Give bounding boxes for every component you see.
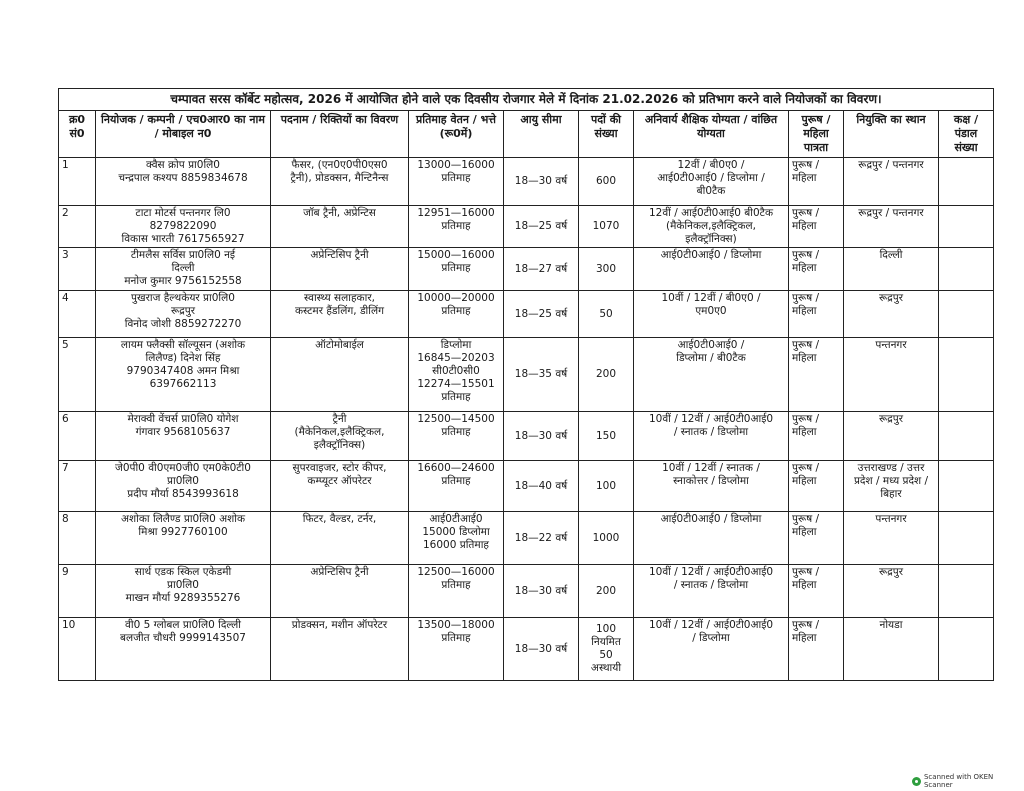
header-post: पदनाम / रिक्तियों का विवरण (271, 111, 409, 158)
cell-posts-count-line: 600 (595, 175, 617, 187)
cell-salary-line: 16845—20203 (417, 352, 495, 364)
cell-qualification-line: 10वीं / 12वीं / बी0ए0 / (661, 292, 761, 304)
cell-qualification (634, 618, 789, 681)
cell-salary (409, 338, 504, 412)
cell-qualification-line: आई0टी0आई0 / डिप्लोमा (660, 249, 762, 261)
cell-salary-line: 16000 प्रतिमाह (423, 539, 489, 551)
cell-post-line: जॉब ट्रैनी, अप्रेन्टिस (303, 207, 376, 219)
cell-salary-line: 16600—24600 (417, 462, 495, 474)
cell-qualification (634, 206, 789, 248)
cell-qualification-line: आई0टी0आई0 / (677, 339, 745, 351)
cell-employer (96, 512, 271, 565)
cell-post-line: प्रोडक्सन, मशीन ऑपरेटर (291, 619, 388, 631)
cell-sno: 3 (59, 248, 96, 291)
cell-post (271, 512, 409, 565)
cell-qualification-line: आई0टी0आई0 / डिप्लोमा / (657, 172, 765, 184)
cell-employer (96, 338, 271, 412)
cell-employer-line: लायम फ्लैक्सी सॉल्यूसन (अशोक (120, 339, 246, 351)
cell-age: 18—40 वर्ष (504, 461, 579, 512)
header-gender: पुरूष / महिला पात्रता (789, 111, 844, 158)
header-sno: क्र0 सं0 (59, 111, 96, 158)
cell-room (939, 512, 994, 565)
cell-qualification (634, 461, 789, 512)
cell-salary (409, 248, 504, 291)
cell-posts-count (579, 248, 634, 291)
cell-post (271, 565, 409, 618)
scanner-logo-icon (912, 777, 921, 786)
cell-posts-count (579, 412, 634, 461)
cell-salary-line: सी0टी0सी0 (432, 365, 480, 377)
cell-employer-line: सार्थ एडक स्किल एकेडमी (134, 566, 232, 578)
cell-qualification-line: बी0टैक (696, 185, 726, 197)
cell-employer-line: गंगवार 9568105637 (135, 426, 231, 438)
cell-posts-count (579, 618, 634, 681)
cell-salary (409, 206, 504, 248)
cell-qualification (634, 565, 789, 618)
cell-post-line: अप्रेन्टिसिप ट्रैनी (310, 566, 369, 578)
cell-qualification-line: (मैकेनिकल,इलैक्ट्रिकल, (665, 220, 757, 232)
cell-qualification-line: 12वीं / आई0टी0आई0 बी0टैक (648, 207, 774, 219)
cell-age: 18—22 वर्ष (504, 512, 579, 565)
cell-employer (96, 248, 271, 291)
cell-posts-count-line: 100 (595, 623, 617, 635)
cell-employer (96, 618, 271, 681)
cell-employer-line: जे0पी0 वी0एम0जी0 एम0के0टी0 (115, 462, 251, 474)
cell-post (271, 618, 409, 681)
cell-posts-count (579, 291, 634, 338)
cell-age: 18—30 वर्ष (504, 565, 579, 618)
cell-employer-line: क्वैस क्रोप प्रा0लि0 (146, 159, 220, 171)
cell-qualification-line: 12वीं / बी0ए0 / (677, 159, 745, 171)
cell-post (271, 412, 409, 461)
cell-location: रूद्रपुर / पन्तनगर (844, 158, 939, 206)
header-salary: प्रतिमाह वेतन / भत्ते (रू0में) (409, 111, 504, 158)
table-row (59, 338, 994, 412)
cell-employer-line: वी0 5 ग्लोबल प्रा0लि0 दिल्ली (125, 619, 241, 631)
cell-salary-line: आई0टीआई0 (429, 513, 483, 525)
header-location: नियुक्ति का स्थान (844, 111, 939, 158)
cell-salary-line: 12500—16000 (417, 566, 495, 578)
cell-salary (409, 565, 504, 618)
cell-sno: 1 (59, 158, 96, 206)
cell-qualification-line: 10वीं / 12वीं / स्नातक / (662, 462, 760, 474)
cell-room (939, 291, 994, 338)
cell-age: 18—30 वर्ष (504, 412, 579, 461)
cell-posts-count-line: 50 (599, 649, 613, 661)
table-row (59, 206, 994, 248)
cell-post-line: कस्टमर हैंडलिंग, डीलिंग (294, 305, 385, 317)
cell-employer-line: टाटा मोटर्स पन्तनगर लि0 (135, 207, 231, 219)
cell-posts-count-line: 300 (595, 262, 617, 275)
header-room: कक्ष / पंडाल संख्या (939, 111, 994, 158)
cell-employer-line: विनोद जोशी 8859272270 (124, 318, 242, 330)
cell-posts-count-line: 100 (595, 479, 617, 492)
cell-qualification (634, 248, 789, 291)
document-title: चम्पावत सरस कॉर्बेट महोत्सव, 2026 में आयोजित होने वाले एक दिवसीय रोजगार मेले में दिनांक 21.02.2026 को प्रतिभाग करने वाले नियोजकों का विवरण। (59, 89, 994, 111)
cell-post (271, 291, 409, 338)
cell-room (939, 618, 994, 681)
cell-sno: 8 (59, 512, 96, 565)
cell-employer-line: 6397662113 (149, 378, 217, 390)
cell-gender: पुरूष / महिला (789, 248, 844, 291)
table-row (59, 565, 994, 618)
cell-qualification (634, 291, 789, 338)
table-row (59, 412, 994, 461)
cell-employer-line: दिल्ली (171, 262, 195, 274)
cell-employer-line: प्रा0लि0 (167, 579, 199, 591)
cell-location: रूद्रपुर (844, 291, 939, 338)
cell-qualification-line: 10वीं / 12वीं / आई0टी0आई0 (648, 413, 774, 425)
cell-employer (96, 206, 271, 248)
cell-salary-line: प्रतिमाह (441, 262, 471, 274)
cell-post (271, 158, 409, 206)
cell-gender: पुरूष / महिला (789, 158, 844, 206)
cell-employer-line: मिश्रा 9927760100 (138, 526, 228, 538)
table-row (59, 291, 994, 338)
cell-sno: 9 (59, 565, 96, 618)
cell-gender: पुरूष / महिला (789, 412, 844, 461)
cell-employer-line: चन्द्रपाल कश्यप 8859834678 (118, 172, 248, 184)
cell-salary (409, 291, 504, 338)
scanner-watermark (912, 773, 1024, 789)
table-row (59, 248, 994, 291)
cell-qualification-line: डिप्लोमा / बी0टैक (676, 352, 746, 364)
cell-salary-line: प्रतिमाह (441, 632, 471, 644)
cell-age: 18—27 वर्ष (504, 248, 579, 291)
cell-sno: 4 (59, 291, 96, 338)
cell-qualification (634, 338, 789, 412)
cell-salary-line: 12274—15501 (417, 378, 495, 390)
cell-employer-line: विकास भारती 7617565927 (121, 233, 245, 245)
cell-salary (409, 618, 504, 681)
cell-salary-line: प्रतिमाह (441, 475, 471, 487)
cell-gender: पुरूष / महिला (789, 206, 844, 248)
cell-salary-line: 13500—18000 (417, 619, 495, 631)
cell-salary-line: 13000—16000 (417, 159, 495, 171)
employer-table (58, 88, 994, 681)
cell-posts-count (579, 158, 634, 206)
cell-posts-count (579, 461, 634, 512)
header-posts-count: पदों की संख्या (579, 111, 634, 158)
cell-gender: पुरूष / महिला (789, 565, 844, 618)
cell-location: पन्तनगर (844, 512, 939, 565)
cell-post-line: कम्प्यूटर ऑपरेटर (307, 475, 372, 487)
cell-salary-line: प्रतिमाह (441, 391, 471, 403)
cell-room (939, 461, 994, 512)
cell-salary-line: प्रतिमाह (441, 305, 471, 317)
cell-qualification-line: इलैक्ट्रॉनिक्स) (685, 233, 737, 245)
cell-location: पन्तनगर (844, 338, 939, 412)
cell-room (939, 565, 994, 618)
cell-employer-line: अशोका लिलैण्ड प्रा0लि0 अशोक (120, 513, 246, 525)
cell-sno: 2 (59, 206, 96, 248)
cell-post-line: अप्रेन्टिसिप ट्रैनी (310, 249, 369, 261)
cell-age: 18—30 वर्ष (504, 618, 579, 681)
cell-post-line: (मैकेनिकल,इलैक्ट्रिकल, (294, 426, 385, 438)
cell-salary (409, 412, 504, 461)
cell-age: 18—25 वर्ष (504, 291, 579, 338)
cell-post-line: इलैक्ट्रॉनिक्स) (313, 439, 366, 451)
cell-employer-line: पुखराज हैल्थकेयर प्रा0लि0 (131, 292, 235, 304)
cell-posts-count (579, 206, 634, 248)
cell-post-line: ऑटोमोबाईल (315, 339, 364, 351)
cell-salary-line: प्रतिमाह (441, 579, 471, 591)
cell-post-line: सुपरवाइजर, स्टोर कीपर, (292, 462, 387, 474)
cell-room (939, 248, 994, 291)
cell-employer-line: मेराक्वी वेंचर्स प्रा0लि0 योगेश (127, 413, 239, 425)
cell-salary-line: 12951—16000 (417, 207, 495, 219)
cell-salary-line: 15000—16000 (417, 249, 495, 261)
cell-salary-line: 12500—14500 (417, 413, 495, 425)
cell-employer-line: प्रदीप मौर्या 8543993618 (127, 488, 239, 500)
cell-employer-line: टीमलैस सर्विस प्रा0लि0 नई (130, 249, 236, 261)
cell-employer-line: 9790347408 अमन मिश्रा (126, 365, 240, 377)
cell-salary (409, 158, 504, 206)
cell-post-line: फिटर, वैल्डर, टर्नर, (302, 513, 377, 525)
cell-posts-count-line: 50 (599, 307, 613, 320)
cell-gender: पुरूष / महिला (789, 461, 844, 512)
table-row (59, 461, 994, 512)
cell-salary (409, 512, 504, 565)
cell-qualification (634, 512, 789, 565)
cell-room (939, 206, 994, 248)
cell-sno: 5 (59, 338, 96, 412)
cell-employer (96, 461, 271, 512)
cell-posts-count-line: अस्थायी (590, 662, 622, 674)
cell-employer-line: रूद्रपुर (171, 305, 195, 317)
cell-age: 18—30 वर्ष (504, 158, 579, 206)
cell-qualification-line: / स्नातक / डिप्लोमा (673, 579, 749, 591)
cell-salary-line: डिप्लोमा (440, 339, 472, 351)
cell-post-line: स्वास्थ्य सलाहकार, (304, 292, 375, 304)
cell-posts-count-line: 200 (595, 584, 617, 597)
cell-location: रूद्रपुर (844, 412, 939, 461)
cell-posts-count-line: 1070 (592, 220, 620, 232)
cell-salary-line: 10000—20000 (417, 292, 495, 304)
cell-posts-count (579, 512, 634, 565)
table-row (59, 618, 994, 681)
cell-salary (409, 461, 504, 512)
cell-gender: पुरूष / महिला (789, 512, 844, 565)
cell-location: रूद्रपुर (844, 565, 939, 618)
cell-employer-line: 8279822090 (149, 220, 217, 232)
cell-qualification (634, 158, 789, 206)
cell-gender: पुरूष / महिला (789, 338, 844, 412)
cell-age: 18—35 वर्ष (504, 338, 579, 412)
cell-location: रूद्रपुर / पन्तनगर (844, 206, 939, 248)
cell-post-line: ट्रैनी), प्रोडक्सन, मैन्टिनैन्स (290, 172, 389, 184)
employer-table-sheet (58, 88, 993, 681)
cell-sno: 6 (59, 412, 96, 461)
cell-salary-line: 15000 डिप्लोमा (422, 526, 490, 538)
cell-salary-line: प्रतिमाह (441, 220, 471, 232)
cell-room (939, 338, 994, 412)
cell-salary-line: प्रतिमाह (441, 426, 471, 438)
cell-location: दिल्ली (844, 248, 939, 291)
cell-room (939, 412, 994, 461)
cell-sno: 7 (59, 461, 96, 512)
cell-qualification-line: / डिप्लोमा (692, 632, 730, 644)
cell-qualification-line: 10वीं / 12वीं / आई0टी0आई0 (648, 619, 774, 631)
cell-sno: 10 (59, 618, 96, 681)
cell-employer-line: मनोज कुमार 9756152558 (124, 275, 242, 287)
cell-post (271, 206, 409, 248)
cell-post (271, 461, 409, 512)
cell-qualification-line: एम0ए0 (695, 305, 727, 317)
cell-posts-count-line: 150 (595, 429, 617, 442)
cell-employer-line: प्रा0लि0 (167, 475, 199, 487)
cell-qualification-line: स्नाकोत्तर / डिप्लोमा (673, 475, 749, 487)
table-row (59, 158, 994, 206)
header-qualification: अनिवार्य शैक्षिक योग्यता / वांछित योग्यता (634, 111, 789, 158)
cell-post-line: ट्रैनी (332, 413, 347, 425)
header-row (59, 111, 994, 158)
cell-employer (96, 158, 271, 206)
cell-salary-line: प्रतिमाह (441, 172, 471, 184)
cell-posts-count-line: 1000 (592, 531, 620, 544)
cell-posts-count (579, 565, 634, 618)
header-employer: नियोजक / कम्पनी / एच0आर0 का नाम / मोबाइल न0 (96, 111, 271, 158)
cell-gender: पुरूष / महिला (789, 291, 844, 338)
cell-qualification (634, 412, 789, 461)
cell-qualification-line: / स्नातक / डिप्लोमा (673, 426, 749, 438)
cell-employer-line: लिलैण्ड) दिनेश सिंह (145, 352, 221, 364)
cell-posts-count-line: नियमित (591, 636, 621, 648)
cell-employer-line: माखन मौर्या 9289355276 (125, 592, 241, 604)
cell-post (271, 248, 409, 291)
cell-posts-count (579, 338, 634, 412)
scanner-text: Scanned with OKEN Scanner (923, 773, 994, 789)
cell-qualification-line: 10वीं / 12वीं / आई0टी0आई0 (648, 566, 774, 578)
table-body (59, 158, 994, 681)
table-row (59, 512, 994, 565)
cell-employer-line: बलजीत चौधरी 9999143507 (120, 632, 246, 644)
cell-room (939, 158, 994, 206)
cell-employer (96, 291, 271, 338)
cell-post-line: फैसर, (एन0ए0पी0एस0 (291, 159, 388, 171)
cell-age: 18—25 वर्ष (504, 206, 579, 248)
cell-location: नोयडा (844, 618, 939, 681)
cell-employer (96, 565, 271, 618)
cell-location: उत्तराखण्ड / उत्तर प्रदेश / मध्य प्रदेश / बिहार (844, 461, 939, 512)
header-age: आयु सीमा (504, 111, 579, 158)
cell-qualification-line: आई0टी0आई0 / डिप्लोमा (660, 513, 762, 525)
cell-post (271, 338, 409, 412)
cell-posts-count-line: 200 (595, 368, 617, 380)
cell-gender: पुरूष / महिला (789, 618, 844, 681)
cell-employer (96, 412, 271, 461)
